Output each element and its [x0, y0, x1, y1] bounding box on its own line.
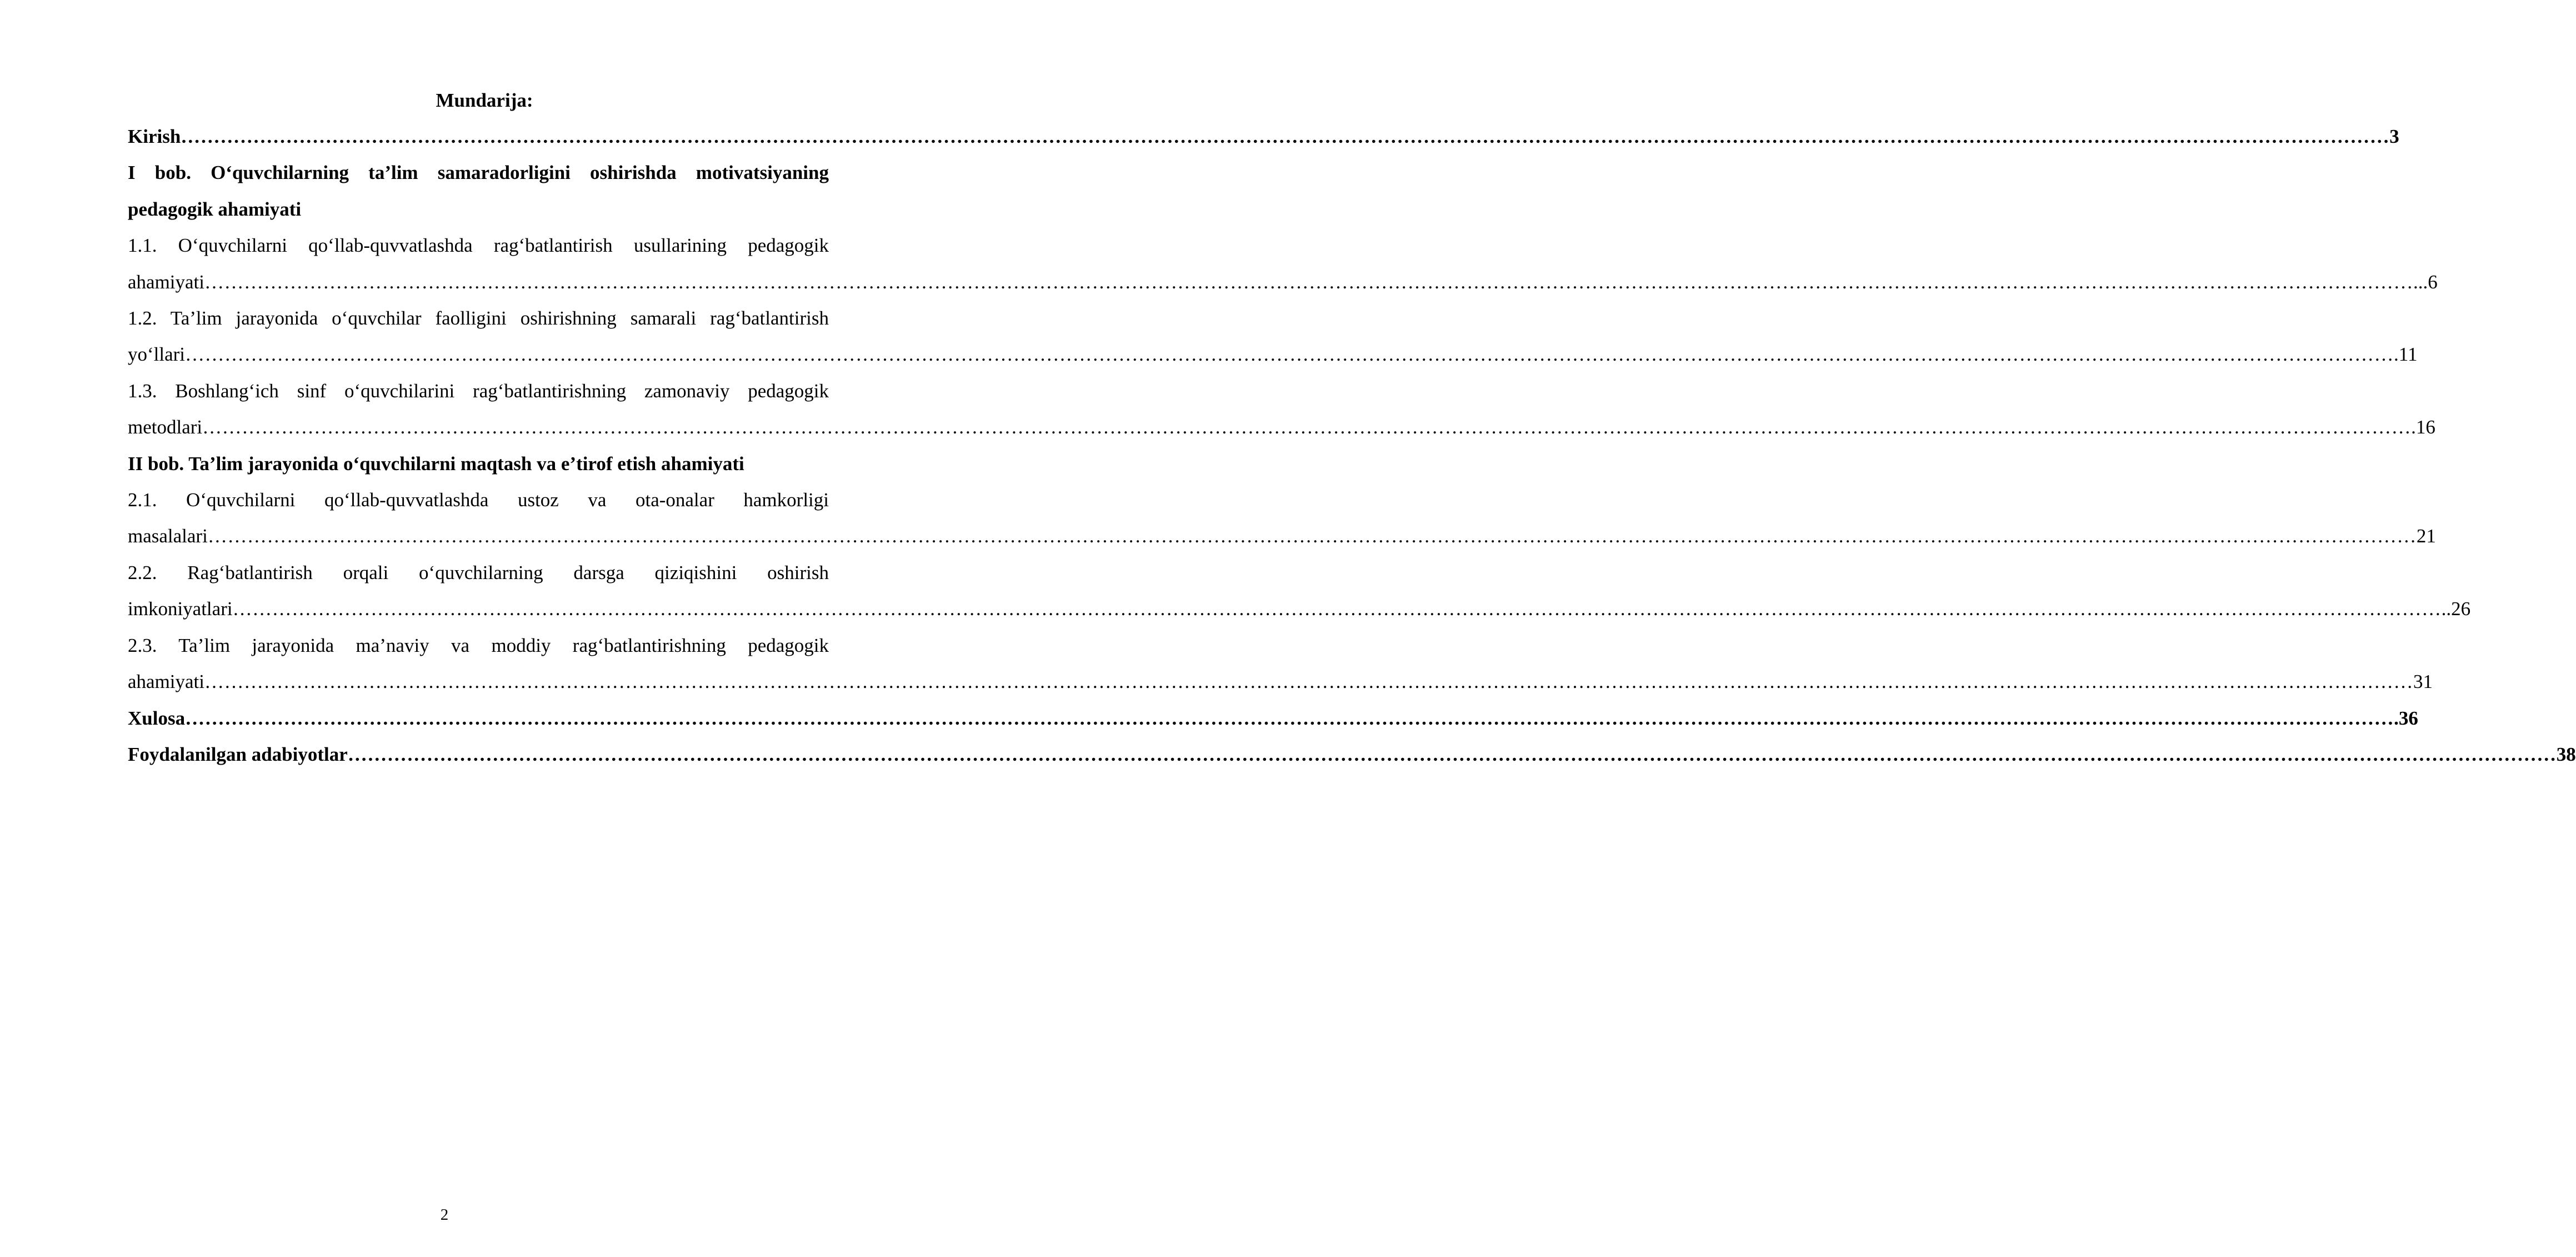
toc-leader-dots: ………………………………………………………………………………………………………………………………………………………………………………………………………………………………………………………………………………………………………… [185, 707, 2394, 729]
toc-chapter-1-line-2: pedagogik ahamiyati [128, 198, 302, 220]
toc-leader-dots: ………………………………………………………………………………………………………………………………………………………………………………………………………………………………………………………………………………………………………… [181, 126, 2390, 147]
toc-chapter-2-line-1: II bob. Ta’lim jarayonida o‘quvchilarni maqtash va e’tirof etish ahamiyati [128, 452, 744, 475]
toc-leader-dots: ………………………………………………………………………………………………………………………………………………………………………………………………………………………………………………………………………………………………………… [204, 671, 2414, 693]
toc-page-number: .16 [2411, 416, 2435, 438]
toc-chapter-1-line-1: I bob. O‘quvchilarning ta’lim samaradorligini oshirishda motivatsiyaning [128, 162, 829, 184]
toc-title: Mundarija: [436, 89, 533, 111]
toc-leader-dots: ………………………………………………………………………………………………………………………………………………………………………………………………………………………………………………………………………………………………………… [207, 525, 2417, 547]
toc-section-2-3-line-2 [128, 664, 2433, 700]
toc-entry-label: imkoniyatlari [128, 598, 233, 620]
toc-entry-references [128, 736, 2576, 772]
toc-entry-label: ahamiyati [128, 271, 205, 293]
toc-page-number: ...6 [2413, 271, 2438, 293]
toc-section-2-2-line-1: 2.2. Rag‘batlantirish orqali o‘quvchilarning darsga qiziqishini oshirish [128, 561, 829, 583]
toc-page-number: ..26 [2441, 598, 2471, 620]
toc-section-2-1-line-2 [128, 518, 2436, 554]
toc-entry-label: Xulosa [128, 707, 186, 729]
toc-entry-kirish [128, 118, 2399, 154]
toc-entry-label: metodlari [128, 416, 203, 438]
toc-section-1-3-line-1: 1.3. Boshlang‘ich sinf o‘quvchilarini rag‘batlantirishning zamonaviy pedagogik [128, 380, 829, 402]
toc-page-number: 31 [2413, 671, 2433, 693]
toc-section-2-1-line-1: 2.1. O‘quvchilarni qo‘llab-quvvatlashda ustoz va ota-onalar hamkorligi [128, 489, 829, 511]
toc-section-1-2-line-1: 1.2. Ta’lim jarayonida o‘quvchilar faolligini oshirishning samarali rag‘batlantirish [128, 307, 829, 330]
toc-page-number: 3 [2389, 126, 2399, 147]
toc-section-2-2-line-2 [128, 591, 2471, 627]
toc-page-number: .11 [2394, 343, 2418, 366]
toc-entry-xulosa [128, 700, 2418, 736]
toc-section-1-1-line-2 [128, 264, 2438, 300]
table-of-contents [128, 82, 2576, 772]
toc-leader-dots: ………………………………………………………………………………………………………………………………………………………………………………………………………………………………………………………………………………………………………… [204, 271, 2414, 293]
toc-page-number: 21 [2416, 525, 2436, 547]
toc-section-1-3-line-2 [128, 409, 2435, 445]
toc-entry-label: masalalari [128, 525, 208, 547]
page-number: 2 [440, 1206, 449, 1224]
toc-section-1-2-line-2 [128, 336, 2418, 372]
toc-entry-label: yo‘llari [128, 343, 186, 366]
toc-leader-dots: ………………………………………………………………………………………………………………………………………………………………………………………………………………………………………………………………………………………………………… [347, 743, 2557, 765]
toc-section-1-1-line-1: 1.1. O‘quvchilarni qo‘llab-quvvatlashda rag‘batlantirish usullarining pedagogik [128, 235, 829, 257]
toc-page-number: .36 [2394, 707, 2418, 729]
toc-entry-label: Foydalanilgan adabiyotlar [128, 743, 348, 765]
toc-entry-label: ahamiyati [128, 671, 205, 693]
toc-page-number: 38 [2556, 743, 2576, 765]
toc-leader-dots: ………………………………………………………………………………………………………………………………………………………………………………………………………………………………………………………………………………………………………… [202, 416, 2412, 438]
toc-section-2-3-line-1: 2.3. Ta’lim jarayonida ma’naviy va moddiy rag‘batlantirishning pedagogik [128, 634, 829, 656]
toc-leader-dots: ………………………………………………………………………………………………………………………………………………………………………………………………………………………………………………………………………………………………………… [185, 343, 2394, 366]
toc-leader-dots: ………………………………………………………………………………………………………………………………………………………………………………………………………………………………………………………………………………………………………… [232, 598, 2442, 620]
toc-entry-label: Kirish [128, 126, 181, 147]
